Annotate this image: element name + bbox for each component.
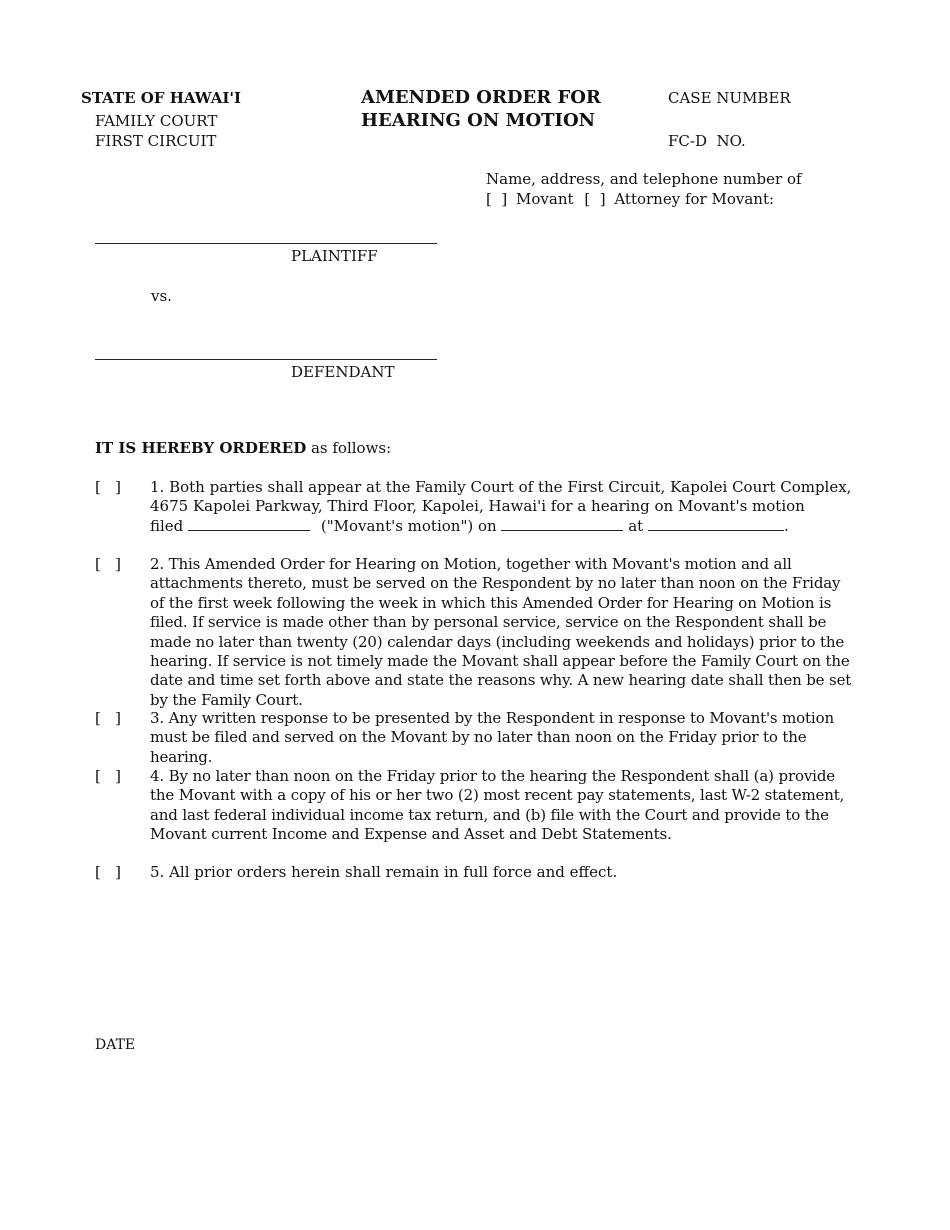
order-item-1-line3 (150, 517, 855, 536)
order-item-checkbox[interactable]: [ ] (95, 478, 122, 496)
date-label: DATE (95, 1037, 136, 1053)
movant-option-label: Movant (516, 190, 574, 208)
order-item-text (150, 478, 855, 536)
movant-options (486, 190, 774, 208)
order-item-text: 2. This Amended Order for Hearing on Motion, together with Movant's motion and all attachments thereto, must be served on the Respondent by no later than noon on the Friday of the first week following the week in which this Amended Order for Hearing on Motion is filed. If service is made other than by personal service, service on the Respondent shall be made no later than twenty (20) calendar days (including weekends and holidays) prior to the hearing. If service is not timely made the Movant shall appear before the Family Court on the date and time set forth above and state the reasons why. A new hearing date shall then be set by the Family Court. (150, 555, 852, 709)
order-item-4 (95, 767, 855, 847)
order-item-checkbox[interactable]: [ ] (95, 555, 122, 573)
filed-date-blank[interactable] (188, 517, 310, 531)
filed-label: filed (150, 516, 184, 535)
order-item-3 (95, 709, 855, 766)
movant-motion-label: ("Movant's motion") on (320, 516, 497, 535)
document-title-line1: AMENDED ORDER FOR (361, 87, 601, 108)
hearing-time-blank[interactable] (648, 517, 784, 531)
order-item-2 (95, 555, 855, 709)
order-item-5 (95, 863, 855, 883)
order-item-checkbox[interactable]: [ ] (95, 767, 122, 785)
document-title-line2: HEARING ON MOTION (361, 110, 596, 131)
circuit-label: FIRST CIRCUIT (95, 132, 217, 150)
case-number-label: CASE NUMBER (668, 89, 791, 107)
movant-info-label: Name, address, and telephone number of (486, 170, 802, 188)
versus-label: vs. (151, 287, 172, 305)
order-item-1-line2: 4675 Kapolei Parkway, Third Floor, Kapolei, Hawai'i for a hearing on Movant's motion (150, 497, 805, 516)
period: . (784, 516, 789, 535)
order-item-checkbox[interactable]: [ ] (95, 709, 122, 727)
attorney-option-label: Attorney for Movant: (614, 190, 775, 208)
plaintiff-name-line[interactable] (95, 243, 437, 244)
fcd-number-label: FC-D NO. (668, 132, 746, 150)
court-label: FAMILY COURT (95, 112, 218, 130)
movant-checkbox[interactable]: [ ] (486, 190, 508, 208)
order-intro-rest: as follows: (306, 439, 392, 457)
order-item-text: 5. All prior orders herein shall remain in full force and effect. (150, 863, 618, 881)
order-intro-bold: IT IS HEREBY ORDERED (95, 439, 307, 457)
order-item-1 (95, 478, 855, 538)
order-item-text: 3. Any written response to be presented by the Respondent in response to Movant's motion must be filed and served on the Movant by no later than noon on the Friday prior to the hearing. (150, 709, 834, 766)
defendant-label: DEFENDANT (291, 363, 395, 381)
hearing-date-blank[interactable] (501, 517, 623, 531)
defendant-name-line[interactable] (95, 359, 437, 360)
order-item-1-line1: 1. Both parties shall appear at the Family Court of the First Circuit, Kapolei Court Complex, (150, 478, 852, 496)
order-intro (95, 439, 391, 457)
order-item-checkbox[interactable]: [ ] (95, 863, 122, 881)
state-label: STATE OF HAWAI'I (81, 89, 241, 107)
order-item-text: 4. By no later than noon on the Friday prior to the hearing the Respondent shall (a) provide the Movant with a copy of his or her two (2) most recent pay statements, last W-2 statement, and last federal individual income tax return, and (b) file with the Court and provide to the Movant current Income and Expense and Asset and Debt Statements. (150, 767, 845, 844)
at-label: at (628, 516, 644, 535)
attorney-checkbox[interactable]: [ ] (584, 190, 606, 208)
plaintiff-label: PLAINTIFF (291, 247, 378, 265)
